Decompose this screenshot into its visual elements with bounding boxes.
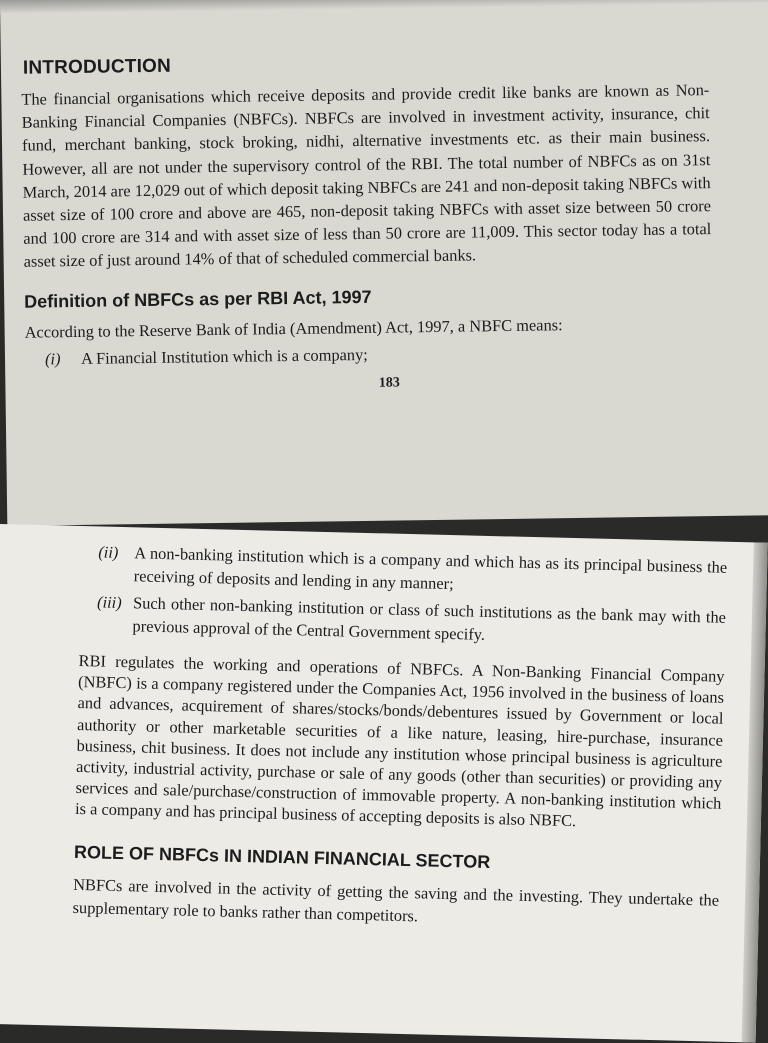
role-paragraph-block <box>10 871 719 935</box>
rbi-paragraph: RBI regulates the working and operations of NBFCs. A Non-Banking Financial Company (NBFC) is a company registered under the Companies Act, 1956 involved in the business of loans and advances, acquirement of shares/stocks/bonds/debentures issued by Government or local authority or other marketable securities of a like nature, leasing, hire-purchase, insurance business, chit business. It does not include any institution whose principal business is agriculture activity, industrial activity, purchase or sale of any goods (other than securities) or providing any services and sale/purchase/construction of immovable property. A non-banking institution which is a company and has principal business of accepting deposits is also NBFC. <box>74 650 725 831</box>
role-heading: ROLE OF NBFCs IN INDIAN FINANCIAL SECTOR <box>73 841 491 872</box>
definition-item-2-text: A non-banking institution which is a company and which has as its principal business the receiving of deposits and lending in any manner; <box>133 543 728 594</box>
definition-item-1-text: A Financial Institution which is a company; <box>80 344 368 368</box>
definition-subheading: Definition of NBFCs as per RBI Act, 1997 <box>24 286 372 312</box>
introduction-heading: INTRODUCTION <box>22 55 172 79</box>
role-paragraph: NBFCs are involved in the activity of getting the saving and the investing. They undertake the supplementary role to banks rather than competitors. <box>72 874 720 926</box>
definition-item-3-number: (iii) <box>96 592 122 612</box>
page-number: 183 <box>378 375 400 391</box>
definition-item-1 <box>25 338 713 371</box>
definition-item-1-number: (i) <box>44 349 61 369</box>
definition-item-2-number: (ii) <box>98 542 119 562</box>
definition-item-3-text: Such other non-banking institution or class of such institutions as the bank may with the previous approval of the Central Government specify. <box>132 593 727 644</box>
definition-intro: According to the Reserve Bank of India (Amendment) Act, 1997, a NBFC means: <box>24 314 563 342</box>
rbi-paragraph-block <box>13 648 725 835</box>
bottom-page <box>0 524 768 1043</box>
introduction-paragraph: The financial organisations which receive deposits and provide credit like banks are known as Non-Banking Financial Companies (NBFCs). NBFCs are involved in investment activity, insurance, chit fund, merchant banking, stock broking, nidhi, alternative investments etc. as their main business. However, all are not under the supervisory control of the RBI. The total number of NBFCs as on 31st March, 2014 are 12,029 out of which deposit taking NBFCs are 241 and non-deposit taking NBFCs with asset size of 100 crore and above are 465, non-deposit taking NBFCs with asset size between 50 crore and 100 crore are 314 and with asset size of less than 50 crore are 11,009. This sector today has a total asset size of just around 14% of that of scheduled commercial banks. <box>21 80 712 272</box>
